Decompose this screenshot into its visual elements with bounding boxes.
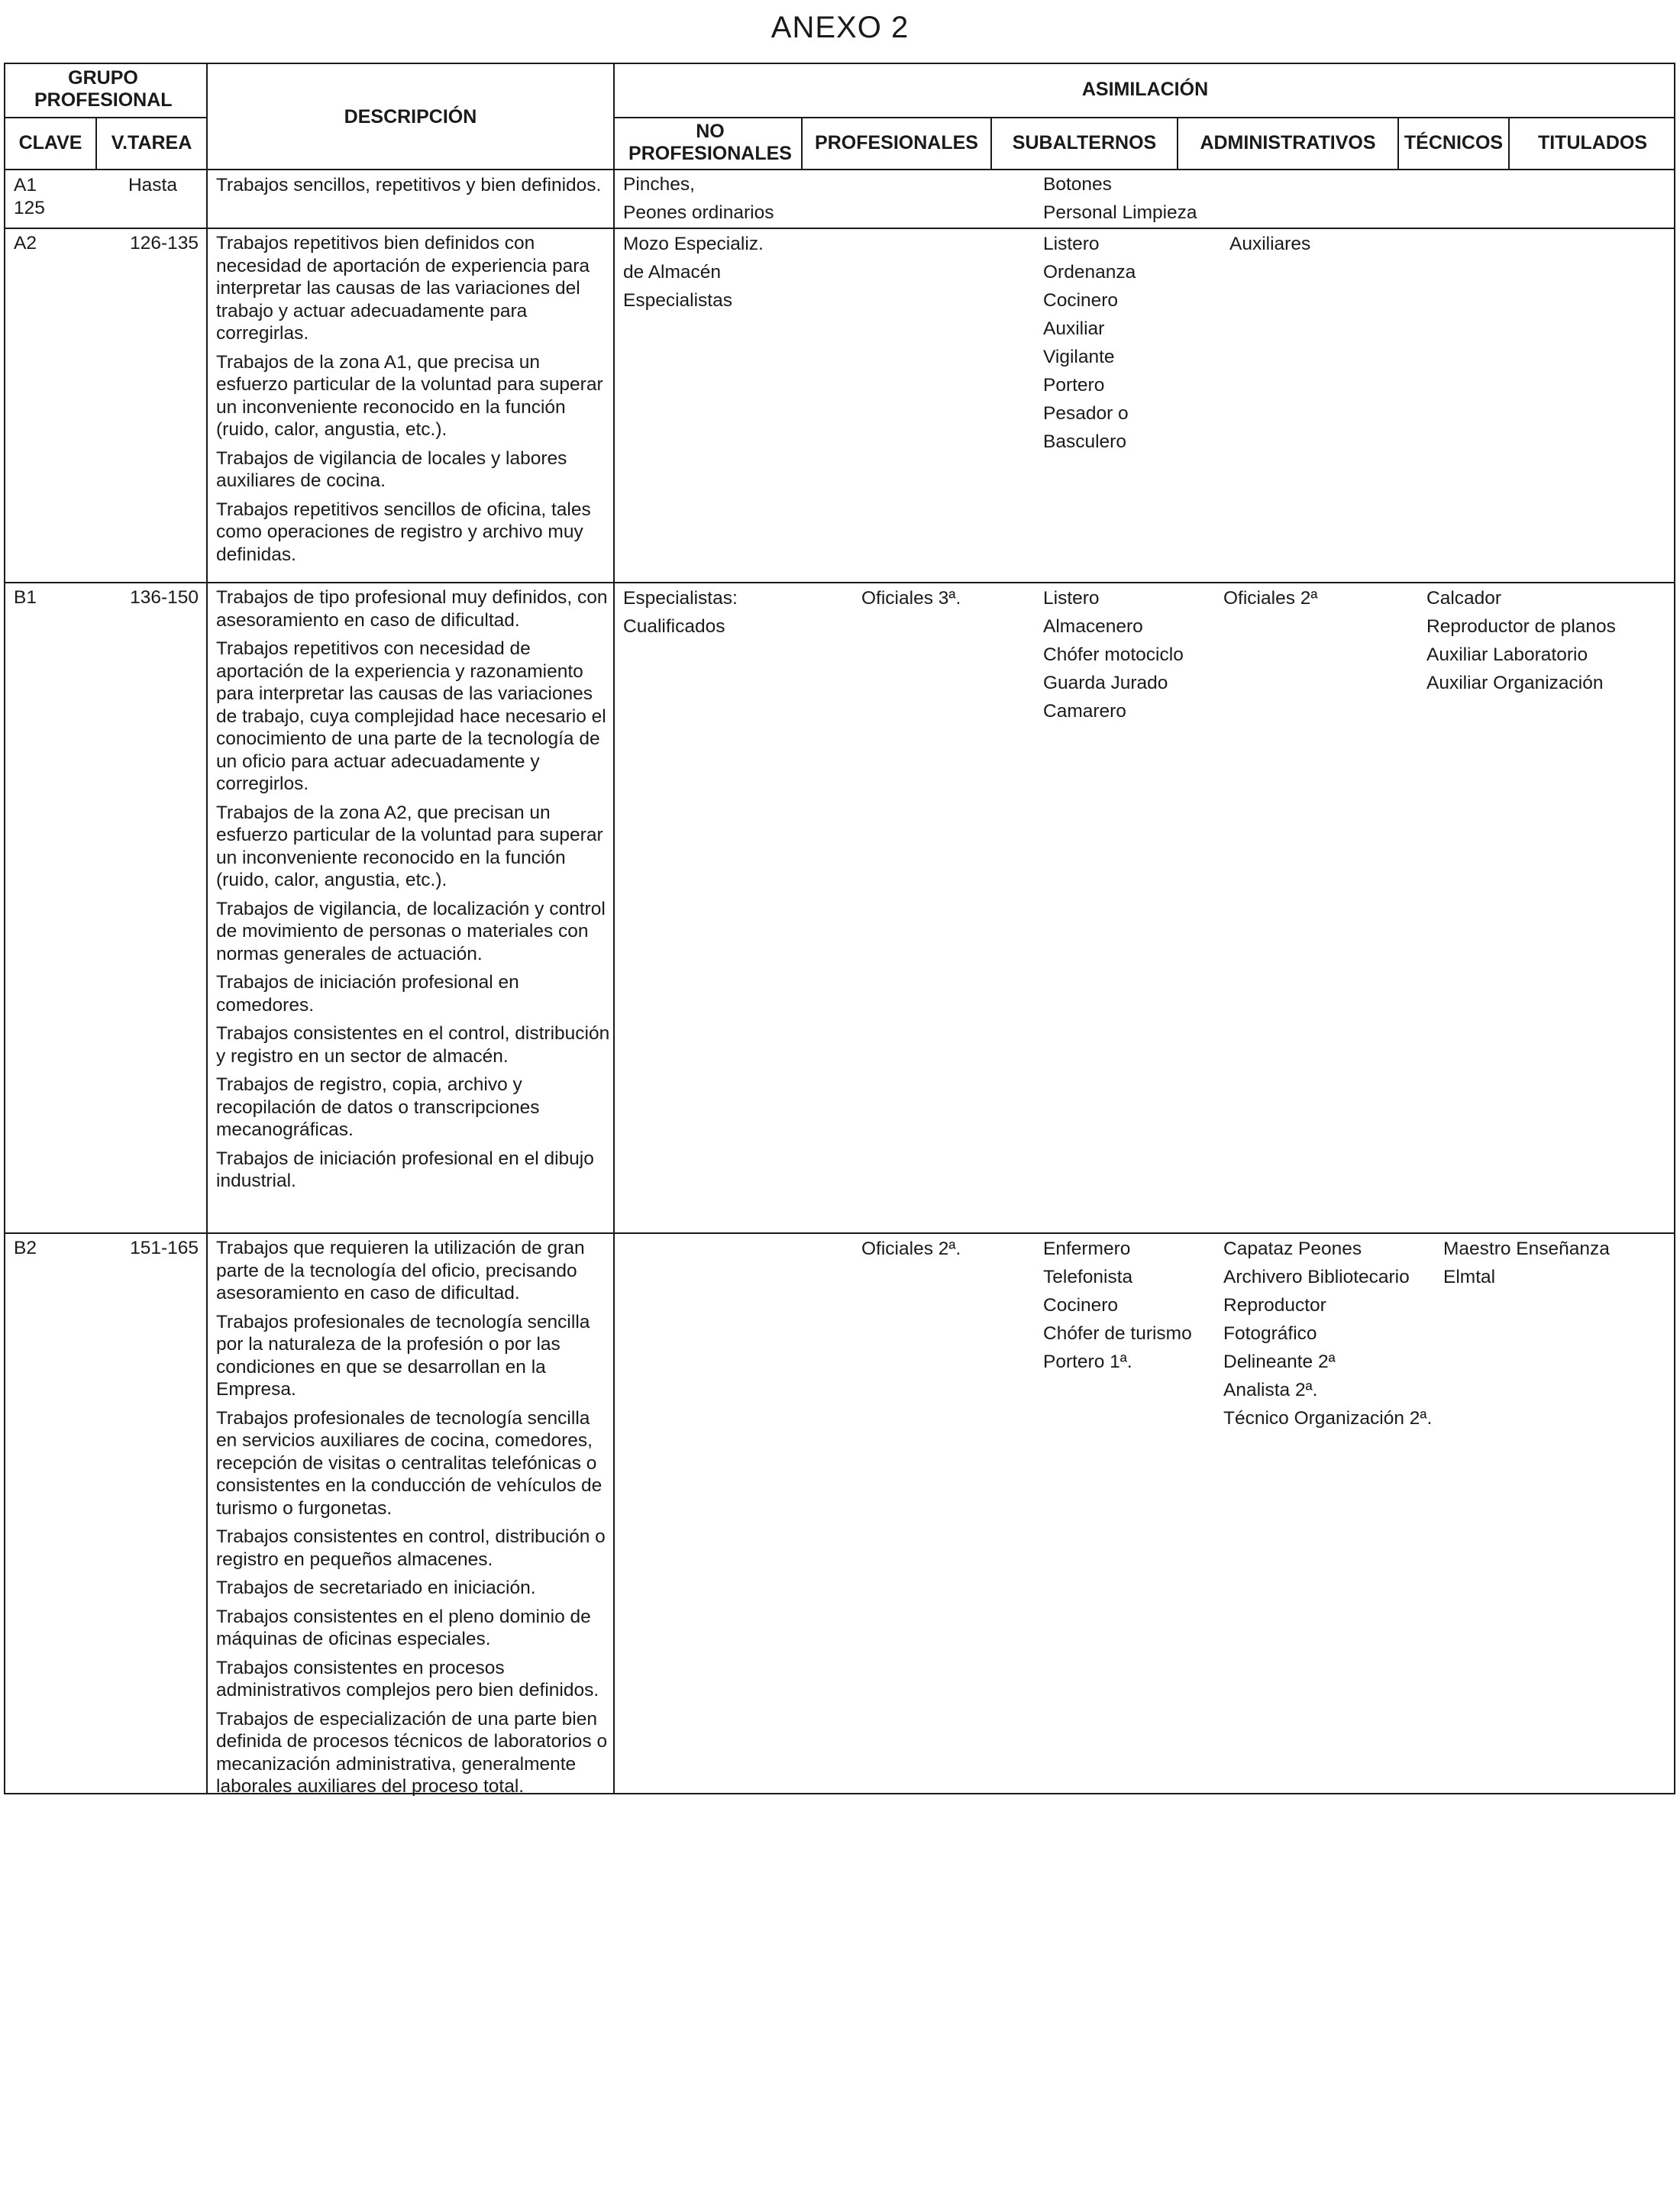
list-item: Calcador — [1426, 588, 1502, 609]
list-item: Cocinero — [1043, 1295, 1119, 1316]
header-vtarea: V.TAREA — [111, 132, 192, 153]
row-a2-descripcion — [216, 232, 615, 572]
description-paragraph: Trabajos de la zona A2, que precisan un esfuerzo particular de la voluntad para superar un inconveniente reconocido en la función (ruido, calor, angustia, etc.). — [216, 802, 603, 890]
list-item: Reproductor de planos — [1426, 616, 1616, 637]
row-a1-no-profesionales — [623, 170, 774, 227]
list-item: Reproductor — [1223, 1295, 1326, 1316]
header-no-profesionales: NO PROFESIONALES — [628, 121, 792, 164]
row-b1-clave: B1 — [14, 587, 37, 608]
row-b1-no-profesionales — [623, 584, 738, 641]
list-item: Mozo Especializ. — [623, 234, 764, 254]
description-paragraph: Trabajos de vigilancia de locales y labores auxiliares de cocina. — [216, 447, 567, 491]
row-b2-clave: B2 — [14, 1238, 37, 1258]
list-item: Oficiales 3ª. — [861, 588, 961, 609]
list-item: Especialistas: — [623, 588, 738, 609]
header-bottom-line — [4, 169, 1675, 170]
list-item: Portero 1ª. — [1043, 1352, 1132, 1372]
row-b2-administrativos — [1223, 1235, 1432, 1432]
row-b2-tecnicos — [1443, 1235, 1610, 1291]
description-paragraph: Trabajos repetitivos con necesidad de aportación de la experiencia y razonamiento para interpretar las causas de las variaciones de trabajo, cuya complejidad hace necesario el conocimiento de una parte de la tecnología de un oficio para actuar adecuadamente y corregirlos. — [216, 638, 606, 794]
list-item: Archivero Bibliotecario — [1223, 1267, 1410, 1287]
row-a2-administrativos — [1229, 230, 1310, 258]
list-item: Cualificados — [623, 616, 725, 637]
list-item: Auxiliar Laboratorio — [1426, 644, 1588, 665]
description-paragraph: Trabajos sencillos, repetitivos y bien definidos. — [216, 175, 602, 195]
row-b2-subalternos — [1043, 1235, 1192, 1376]
list-item: Almacenero — [1043, 616, 1143, 637]
header-divider — [4, 117, 208, 118]
list-item: Auxiliar — [1043, 318, 1105, 339]
list-item: Camarero — [1043, 701, 1126, 722]
row-a2-clave: A2 — [14, 233, 37, 254]
list-item: Portero — [1043, 375, 1105, 396]
list-item: Capataz Peones — [1223, 1239, 1362, 1259]
header-administrativos: ADMINISTRATIVOS — [1200, 132, 1376, 153]
description-paragraph: Trabajos de la zona A1, que precisa un esfuerzo particular de la voluntad para superar un inconveniente reconocido en la función (ruido, calor, angustia, etc.). — [216, 351, 603, 440]
list-item: Enfermero — [1043, 1239, 1131, 1259]
header-tecnicos: TÉCNICOS — [1404, 132, 1504, 153]
list-item: Basculero — [1043, 431, 1126, 452]
description-paragraph: Trabajos consistentes en el pleno dominio de máquinas de oficinas especiales. — [216, 1606, 591, 1649]
list-item: Vigilante — [1043, 347, 1115, 367]
row-a2-vtarea: 126-135 — [130, 233, 199, 254]
row-a1-vtarea: Hasta — [128, 175, 177, 195]
row-b2-vtarea: 151-165 — [130, 1238, 199, 1258]
list-item: Especialistas — [623, 290, 732, 311]
list-item: Analista 2ª. — [1223, 1380, 1318, 1400]
description-paragraph: Trabajos consistentes en el control, distribución y registro en un sector de almacén. — [216, 1023, 610, 1067]
row-b1-profesionales — [861, 584, 961, 612]
description-paragraph: Trabajos de registro, copia, archivo y recopilación de datos o transcripciones mecanográficas. — [216, 1074, 540, 1140]
row-b1-tecnicos — [1426, 584, 1616, 697]
row-a1-subalternos — [1043, 170, 1197, 227]
list-item: Cocinero — [1043, 290, 1119, 311]
header-grupo-profesional: GRUPO PROFESIONAL — [34, 67, 173, 111]
list-item: Guarda Jurado — [1043, 673, 1168, 693]
header-divider — [614, 117, 1675, 118]
header-profesionales: PROFESIONALES — [815, 132, 978, 153]
row-b1-descripcion — [216, 586, 615, 1199]
row-a2-no-profesionales — [623, 230, 764, 315]
list-item: Personal Limpieza — [1043, 202, 1197, 223]
header-descripcion: DESCRIPCIÓN — [344, 106, 477, 128]
header-subalternos: SUBALTERNOS — [1012, 132, 1157, 153]
list-item: Chófer motociclo — [1043, 644, 1184, 665]
row-divider — [4, 228, 1675, 229]
description-paragraph: Trabajos profesionales de tecnología sencilla en servicios auxiliares de cocina, comedores, recepción de visitas o centralitas telefónicas o consistentes en la conducción de vehículos de turismo o furgonetas. — [216, 1407, 603, 1519]
column-divider — [206, 63, 208, 1794]
description-paragraph: Trabajos repetitivos sencillos de oficina, tales como operaciones de registro y archivo muy definidas. — [216, 499, 591, 565]
row-a1-descripcion — [216, 174, 613, 203]
list-item: Elmtal — [1443, 1267, 1496, 1287]
description-paragraph: Trabajos de secretariado en iniciación. — [216, 1578, 536, 1598]
description-paragraph: Trabajos consistentes en procesos administrativos complejos pero bien definidos. — [216, 1657, 599, 1700]
row-b2-descripcion — [216, 1237, 615, 1804]
list-item: Delineante 2ª — [1223, 1352, 1336, 1372]
list-item: Auxiliar Organización — [1426, 673, 1604, 693]
description-paragraph: Trabajos de vigilancia, de localización y control de movimiento de personas o materiales con normas generales de actuación. — [216, 898, 606, 964]
list-item: Oficiales 2ª. — [861, 1239, 961, 1259]
list-item: Pinches, — [623, 174, 695, 195]
list-item: Auxiliares — [1229, 234, 1311, 254]
row-b2-profesionales — [861, 1235, 961, 1263]
list-item: Peones ordinarios — [623, 202, 774, 223]
list-item: Oficiales 2ª — [1223, 588, 1318, 609]
row-a2-subalternos — [1043, 230, 1136, 456]
description-paragraph: Trabajos de especialización de una parte bien definida de procesos técnicos de laboratorios o mecanización administrativa, generalmente laborales auxiliares del proceso total. — [216, 1708, 608, 1797]
row-b1-vtarea: 136-150 — [130, 587, 199, 608]
list-item: Listero — [1043, 588, 1100, 609]
description-paragraph: Trabajos consistentes en control, distribución o registro en pequeños almacenes. — [216, 1526, 606, 1570]
description-paragraph: Trabajos de iniciación profesional en el dibujo industrial. — [216, 1148, 594, 1191]
row-divider — [4, 1232, 1675, 1234]
row-a1-clave-extra: 125 — [14, 198, 45, 218]
description-paragraph: Trabajos que requieren la utilización de gran parte de la tecnología del oficio, precisando asesoramiento en caso de dificultad. — [216, 1238, 585, 1303]
list-item: de Almacén — [623, 262, 722, 283]
list-item: Botones — [1043, 174, 1112, 195]
description-paragraph: Trabajos de iniciación profesional en comedores. — [216, 972, 519, 1016]
list-item: Ordenanza — [1043, 262, 1136, 283]
page-title: ANEXO 2 — [771, 11, 909, 44]
list-item: Maestro Enseñanza — [1443, 1239, 1610, 1259]
list-item: Pesador o — [1043, 403, 1129, 424]
list-item: Técnico Organización 2ª. — [1223, 1408, 1433, 1429]
list-item: Telefonista — [1043, 1267, 1133, 1287]
row-divider — [4, 582, 1675, 583]
header-asimilacion: ASIMILACIÓN — [1081, 79, 1209, 100]
header-clave: CLAVE — [18, 132, 82, 153]
description-paragraph: Trabajos profesionales de tecnología sencilla por la naturaleza de la profesión o por las condiciones en que se desarrollan en la Empresa. — [216, 1311, 590, 1400]
description-paragraph: Trabajos de tipo profesional muy definidos, con asesoramiento en caso de dificultad. — [216, 587, 608, 631]
list-item: Chófer de turismo — [1043, 1323, 1192, 1344]
list-item: Listero — [1043, 234, 1100, 254]
description-paragraph: Trabajos repetitivos bien definidos con necesidad de aportación de experiencia para interpretar las causas de las variaciones del trabajo y actuar adecuadamente para corregirlas. — [216, 233, 590, 344]
list-item: Fotográfico — [1223, 1323, 1317, 1344]
header-titulados: TITULADOS — [1537, 132, 1648, 153]
row-b1-administrativos — [1223, 584, 1317, 612]
row-b1-subalternos — [1043, 584, 1184, 725]
row-a1-clave: A1 — [14, 175, 37, 195]
